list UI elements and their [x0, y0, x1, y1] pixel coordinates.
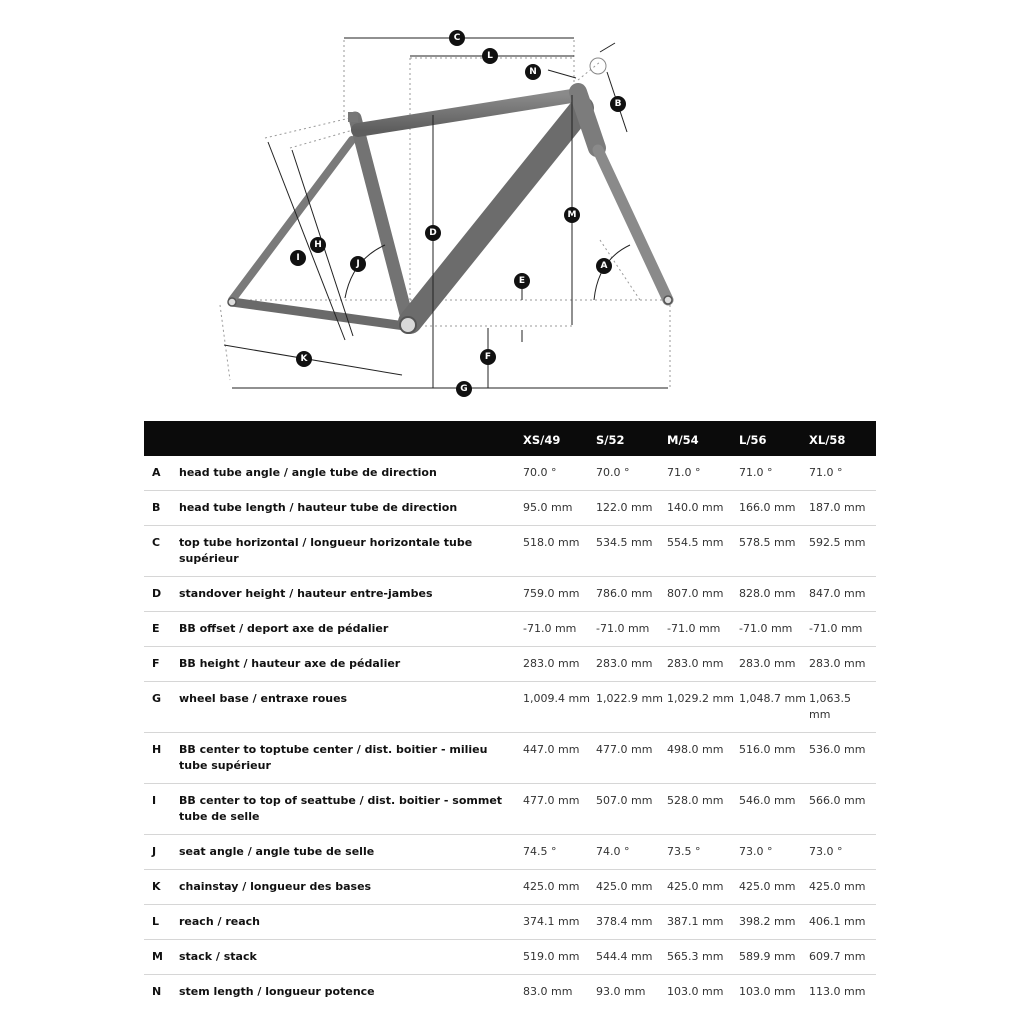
- row-label: BB offset / deport axe de pédalier: [179, 612, 523, 647]
- row-code: A: [144, 456, 179, 491]
- header-size-m: M/54: [667, 421, 739, 456]
- row-value: 546.0 mm: [739, 784, 809, 835]
- row-label: chainstay / longueur des bases: [179, 870, 523, 905]
- row-value: 507.0 mm: [596, 784, 667, 835]
- row-value: 113.0 mm: [809, 985, 866, 998]
- row-value: 592.5 mm: [809, 526, 876, 577]
- row-value: 589.9 mm: [739, 940, 809, 975]
- row-code: M: [144, 940, 179, 975]
- table-row: [144, 456, 876, 491]
- row-value: 83.0 mm: [523, 985, 573, 998]
- row-code: C: [144, 526, 179, 577]
- row-value: 73.0 °: [809, 835, 876, 870]
- table-row: [144, 905, 876, 940]
- header-label: [179, 421, 523, 456]
- row-value: 140.0 mm: [667, 491, 739, 526]
- row-value: 544.4 mm: [596, 940, 667, 975]
- geometry-table: [144, 421, 876, 1009]
- row-value: 73.0 °: [739, 835, 809, 870]
- row-label: seat angle / angle tube de selle: [179, 835, 523, 870]
- row-value: 70.0 °: [523, 456, 596, 491]
- row-value: 807.0 mm: [667, 577, 739, 612]
- row-value: 786.0 mm: [596, 577, 667, 612]
- svg-text:B: B: [614, 99, 622, 109]
- row-value: 74.5 °: [523, 835, 596, 870]
- row-value: 565.3 mm: [667, 940, 739, 975]
- svg-text:K: K: [300, 354, 308, 364]
- row-code: I: [144, 784, 179, 835]
- row-value: 1,022.9 mm: [596, 682, 667, 733]
- label-n: [525, 64, 541, 80]
- row-value: 828.0 mm: [739, 577, 809, 612]
- row-value: 516.0 mm: [739, 733, 809, 784]
- label-d: [425, 225, 441, 241]
- row-value: -71.0 mm: [667, 612, 739, 647]
- row-value: 71.0 °: [809, 456, 876, 491]
- row-code: J: [144, 835, 179, 870]
- row-value: 374.1 mm: [523, 905, 596, 940]
- label-j: [350, 256, 366, 272]
- row-code: D: [144, 577, 179, 612]
- row-label: BB center to top of seattube / dist. boitier - sommet tube de selle: [179, 784, 523, 835]
- row-value: 609.7 mm: [809, 940, 876, 975]
- row-value: -71.0 mm: [596, 612, 667, 647]
- table-row: [144, 526, 876, 577]
- row-value: 283.0 mm: [523, 647, 596, 682]
- svg-text:L: L: [487, 51, 493, 61]
- label-m: [564, 207, 580, 223]
- row-value: -71.0 mm: [523, 612, 596, 647]
- row-value: 425.0 mm: [523, 870, 596, 905]
- table-row: [144, 491, 876, 526]
- row-value: 425.0 mm: [667, 870, 739, 905]
- frame-geometry-diagram: [0, 0, 1020, 410]
- svg-text:I: I: [296, 253, 300, 263]
- row-value: 387.1 mm: [667, 905, 739, 940]
- row-value: 1,009.4 mm: [523, 682, 596, 733]
- label-k: [296, 351, 312, 367]
- svg-text:A: A: [600, 261, 608, 271]
- row-value: 578.5 mm: [739, 526, 809, 577]
- row-code: N: [152, 985, 162, 998]
- table-row: [144, 577, 876, 612]
- row-label: top tube horizontal / longueur horizontale tube supérieur: [179, 526, 523, 577]
- row-value: 187.0 mm: [809, 491, 876, 526]
- row-value: 398.2 mm: [739, 905, 809, 940]
- row-value: 378.4 mm: [596, 905, 667, 940]
- row-code: E: [144, 612, 179, 647]
- table-row: [144, 870, 876, 905]
- table-row: [144, 975, 876, 1010]
- row-value: 406.1 mm: [809, 905, 876, 940]
- dimension-lines: [224, 38, 668, 388]
- row-value: 73.5 °: [667, 835, 739, 870]
- row-value: 477.0 mm: [523, 784, 596, 835]
- label-l: [482, 48, 498, 64]
- row-value: 93.0 mm: [596, 985, 646, 998]
- row-value: 425.0 mm: [596, 870, 667, 905]
- row-value: 283.0 mm: [809, 647, 876, 682]
- label-b: [610, 96, 626, 112]
- row-value: 103.0 mm: [739, 985, 796, 998]
- row-value: 536.0 mm: [809, 733, 876, 784]
- row-value: 283.0 mm: [596, 647, 667, 682]
- row-value: 554.5 mm: [667, 526, 739, 577]
- label-e: [514, 273, 530, 289]
- row-label: head tube angle / angle tube de direction: [179, 456, 523, 491]
- svg-text:G: G: [460, 384, 468, 394]
- row-value: 425.0 mm: [809, 870, 876, 905]
- row-value: -71.0 mm: [809, 612, 876, 647]
- table-row: [144, 940, 876, 975]
- row-value: 283.0 mm: [667, 647, 739, 682]
- construction-lines: [220, 40, 670, 390]
- row-label: stem length / longueur potence: [179, 985, 375, 998]
- row-value: 71.0 °: [667, 456, 739, 491]
- row-value: 1,063.5 mm: [809, 682, 876, 733]
- row-label: head tube length / hauteur tube de direction: [179, 491, 523, 526]
- row-value: 103.0 mm: [667, 985, 724, 998]
- svg-text:E: E: [518, 276, 526, 286]
- row-code: K: [144, 870, 179, 905]
- row-value: 519.0 mm: [523, 940, 596, 975]
- row-value: 1,048.7 mm: [739, 682, 809, 733]
- row-label: stack / stack: [179, 940, 523, 975]
- label-a: [596, 258, 612, 274]
- header-size-l: L/56: [739, 421, 809, 456]
- row-code: F: [144, 647, 179, 682]
- row-label: standover height / hauteur entre-jambes: [179, 577, 523, 612]
- row-value: 847.0 mm: [809, 577, 876, 612]
- row-value: 759.0 mm: [523, 577, 596, 612]
- row-value: 518.0 mm: [523, 526, 596, 577]
- row-code: G: [144, 682, 179, 733]
- row-value: 528.0 mm: [667, 784, 739, 835]
- header-size-xl: XL/58: [809, 421, 876, 456]
- row-label: wheel base / entraxe roues: [179, 682, 523, 733]
- svg-text:C: C: [453, 33, 461, 43]
- row-value: -71.0 mm: [739, 612, 809, 647]
- svg-text:M: M: [567, 210, 577, 220]
- header-code: [144, 421, 179, 456]
- row-value: 498.0 mm: [667, 733, 739, 784]
- svg-text:H: H: [314, 240, 322, 250]
- svg-text:J: J: [356, 259, 360, 269]
- table-row: [144, 733, 876, 784]
- row-value: 566.0 mm: [809, 784, 876, 835]
- label-i: [290, 250, 306, 266]
- row-value: 477.0 mm: [596, 733, 667, 784]
- table-row: [144, 784, 876, 835]
- row-code: H: [144, 733, 179, 784]
- header-size-s: S/52: [596, 421, 667, 456]
- table-row: [144, 647, 876, 682]
- header-size-xs: XS/49: [523, 421, 596, 456]
- label-f: [480, 349, 496, 365]
- row-code: L: [144, 905, 179, 940]
- row-value: 1,029.2 mm: [667, 682, 739, 733]
- row-value: 122.0 mm: [596, 491, 667, 526]
- row-code: B: [144, 491, 179, 526]
- row-value: 447.0 mm: [523, 733, 596, 784]
- label-h: [310, 237, 326, 253]
- table-row: [144, 612, 876, 647]
- label-g: [456, 381, 472, 397]
- svg-text:D: D: [429, 228, 437, 238]
- bike-frame: [228, 58, 672, 333]
- row-value: 283.0 mm: [739, 647, 809, 682]
- row-value: 425.0 mm: [739, 870, 809, 905]
- row-value: 70.0 °: [596, 456, 667, 491]
- svg-text:F: F: [484, 352, 492, 362]
- table-header-row: [144, 421, 876, 456]
- row-label: BB center to toptube center / dist. boitier - milieu tube supérieur: [179, 733, 523, 784]
- row-value: 74.0 °: [596, 835, 667, 870]
- row-value: 166.0 mm: [739, 491, 809, 526]
- table-row: [144, 835, 876, 870]
- row-value: 71.0 °: [739, 456, 809, 491]
- row-label: BB height / hauteur axe de pédalier: [179, 647, 523, 682]
- label-c: [449, 30, 465, 46]
- table-body: [144, 456, 876, 1009]
- row-label: reach / reach: [179, 905, 523, 940]
- table-row: [144, 682, 876, 733]
- row-value: 534.5 mm: [596, 526, 667, 577]
- svg-text:N: N: [529, 67, 537, 77]
- row-value: 95.0 mm: [523, 491, 596, 526]
